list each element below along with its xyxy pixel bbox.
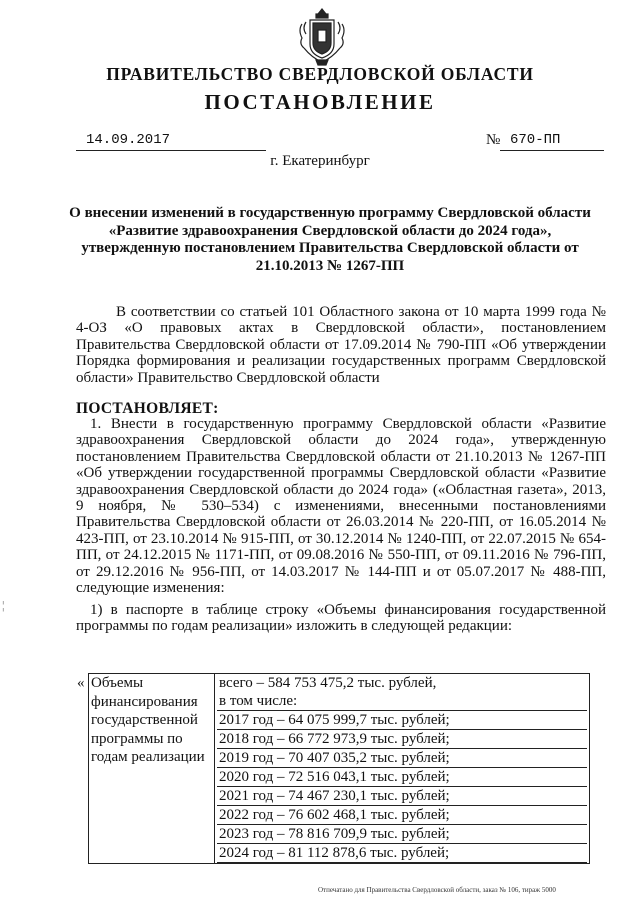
number-underline xyxy=(500,150,604,151)
table-value-line: 2023 год – 78 816 709,9 тыс. рублей; xyxy=(217,825,587,844)
passport-table xyxy=(88,673,590,864)
document-date: 14.09.2017 xyxy=(86,132,171,148)
document-number: 670-ПП xyxy=(510,132,561,148)
resolves-heading: ПОСТАНОВЛЯЕТ: xyxy=(76,400,219,417)
margin-mark: ¦ xyxy=(2,598,5,612)
table-value-line: 2017 год – 64 075 999,7 тыс. рублей; xyxy=(217,711,587,730)
subitem-1-paragraph: 1) в паспорте в таблице строку «Объемы финансирования государственной программы по годам реализации» изложить в следующей редакции: xyxy=(76,602,606,635)
date-underline xyxy=(76,150,266,151)
table-value-line: 2020 год – 72 516 043,1 тыс. рублей; xyxy=(217,768,587,787)
item-1-paragraph: 1. Внести в государственную программу Свердловской области «Развитие здравоохранения Свердловской области до 2024 года», утвержденную постановлением Правительства Свердловской области от 21.10.2013 № 1267-ПП «Об утверждении государственной программы Свердловской области «Развитие здравоохранения Свердловской области до 2024 года» («Областная газета», 2013, 9 ноября, № 530–534) с изменениями, внесенными постановлениями Правительства Свердловской области от 26.03.2014 № 220-ПП, от 16.05.2014 № 423-ПП, от 23.10.2014 № 915-ПП, от 30.12.2014 № 1240-ПП, от 22.07.2015 № 654-ПП, от 24.12.2015 № 1171-ПП, от 09.08.2016 № 550-ПП, от 09.11.2016 № 796-ПП, от 29.12.2016 № 956-ПП, от 14.03.2017 № 144-ПП и от 05.07.2017 № 488-ПП, следующие изменения: xyxy=(76,416,606,597)
table-value-line: в том числе: xyxy=(217,692,587,711)
number-sign: № xyxy=(486,132,501,148)
table-value-line: 2018 год – 66 772 973,9 тыс. рублей; xyxy=(217,730,587,749)
print-footer: Отпечатано для Правительства Свердловской области, заказ № 106, тираж 5000 xyxy=(318,886,556,894)
document-type-heading: ПОСТАНОВЛЕНИЕ xyxy=(204,90,436,114)
table-value-line: 2021 год – 74 467 230,1 тыс. рублей; xyxy=(217,787,587,806)
open-quote-mark: « xyxy=(77,675,85,691)
document-title: О внесении изменений в государственную программу Свердловской области «Развитие здравоохранения Свердловской области до 2024 года», утвержденную постановлением Правительства Свердловской области от 21.10.2013 № 1267-ПП xyxy=(69,205,591,274)
table-value-cell xyxy=(215,674,590,864)
table-value-line: 2024 год – 81 112 878,6 тыс. рублей; xyxy=(217,844,587,863)
table-value-line: всего – 584 753 475,2 тыс. рублей, xyxy=(219,675,437,691)
coat-of-arms-icon xyxy=(296,8,348,66)
table-value-line: 2019 год – 70 407 035,2 тыс. рублей; xyxy=(217,749,587,768)
table-row xyxy=(89,674,590,864)
table-label-cell: Объемы финансирования государственной программы по годам реализации xyxy=(89,674,215,864)
table-value-line: 2022 год – 76 602 468,1 тыс. рублей; xyxy=(217,806,587,825)
city-line: г. Екатеринбург xyxy=(270,153,370,169)
preamble-paragraph: В соответствии со статьей 101 Областного закона от 10 марта 1999 года № 4-ОЗ «О правовых актах в Свердловской области», постановлением Правительства Свердловской области от 17.09.2014 № 790-ПП «Об утверждении Порядка формирования и реализации государственных программ Свердловской области» Правительство Свердловской области xyxy=(76,304,606,386)
government-heading: ПРАВИТЕЛЬСТВО СВЕРДЛОВСКОЙ ОБЛАСТИ xyxy=(106,64,534,84)
